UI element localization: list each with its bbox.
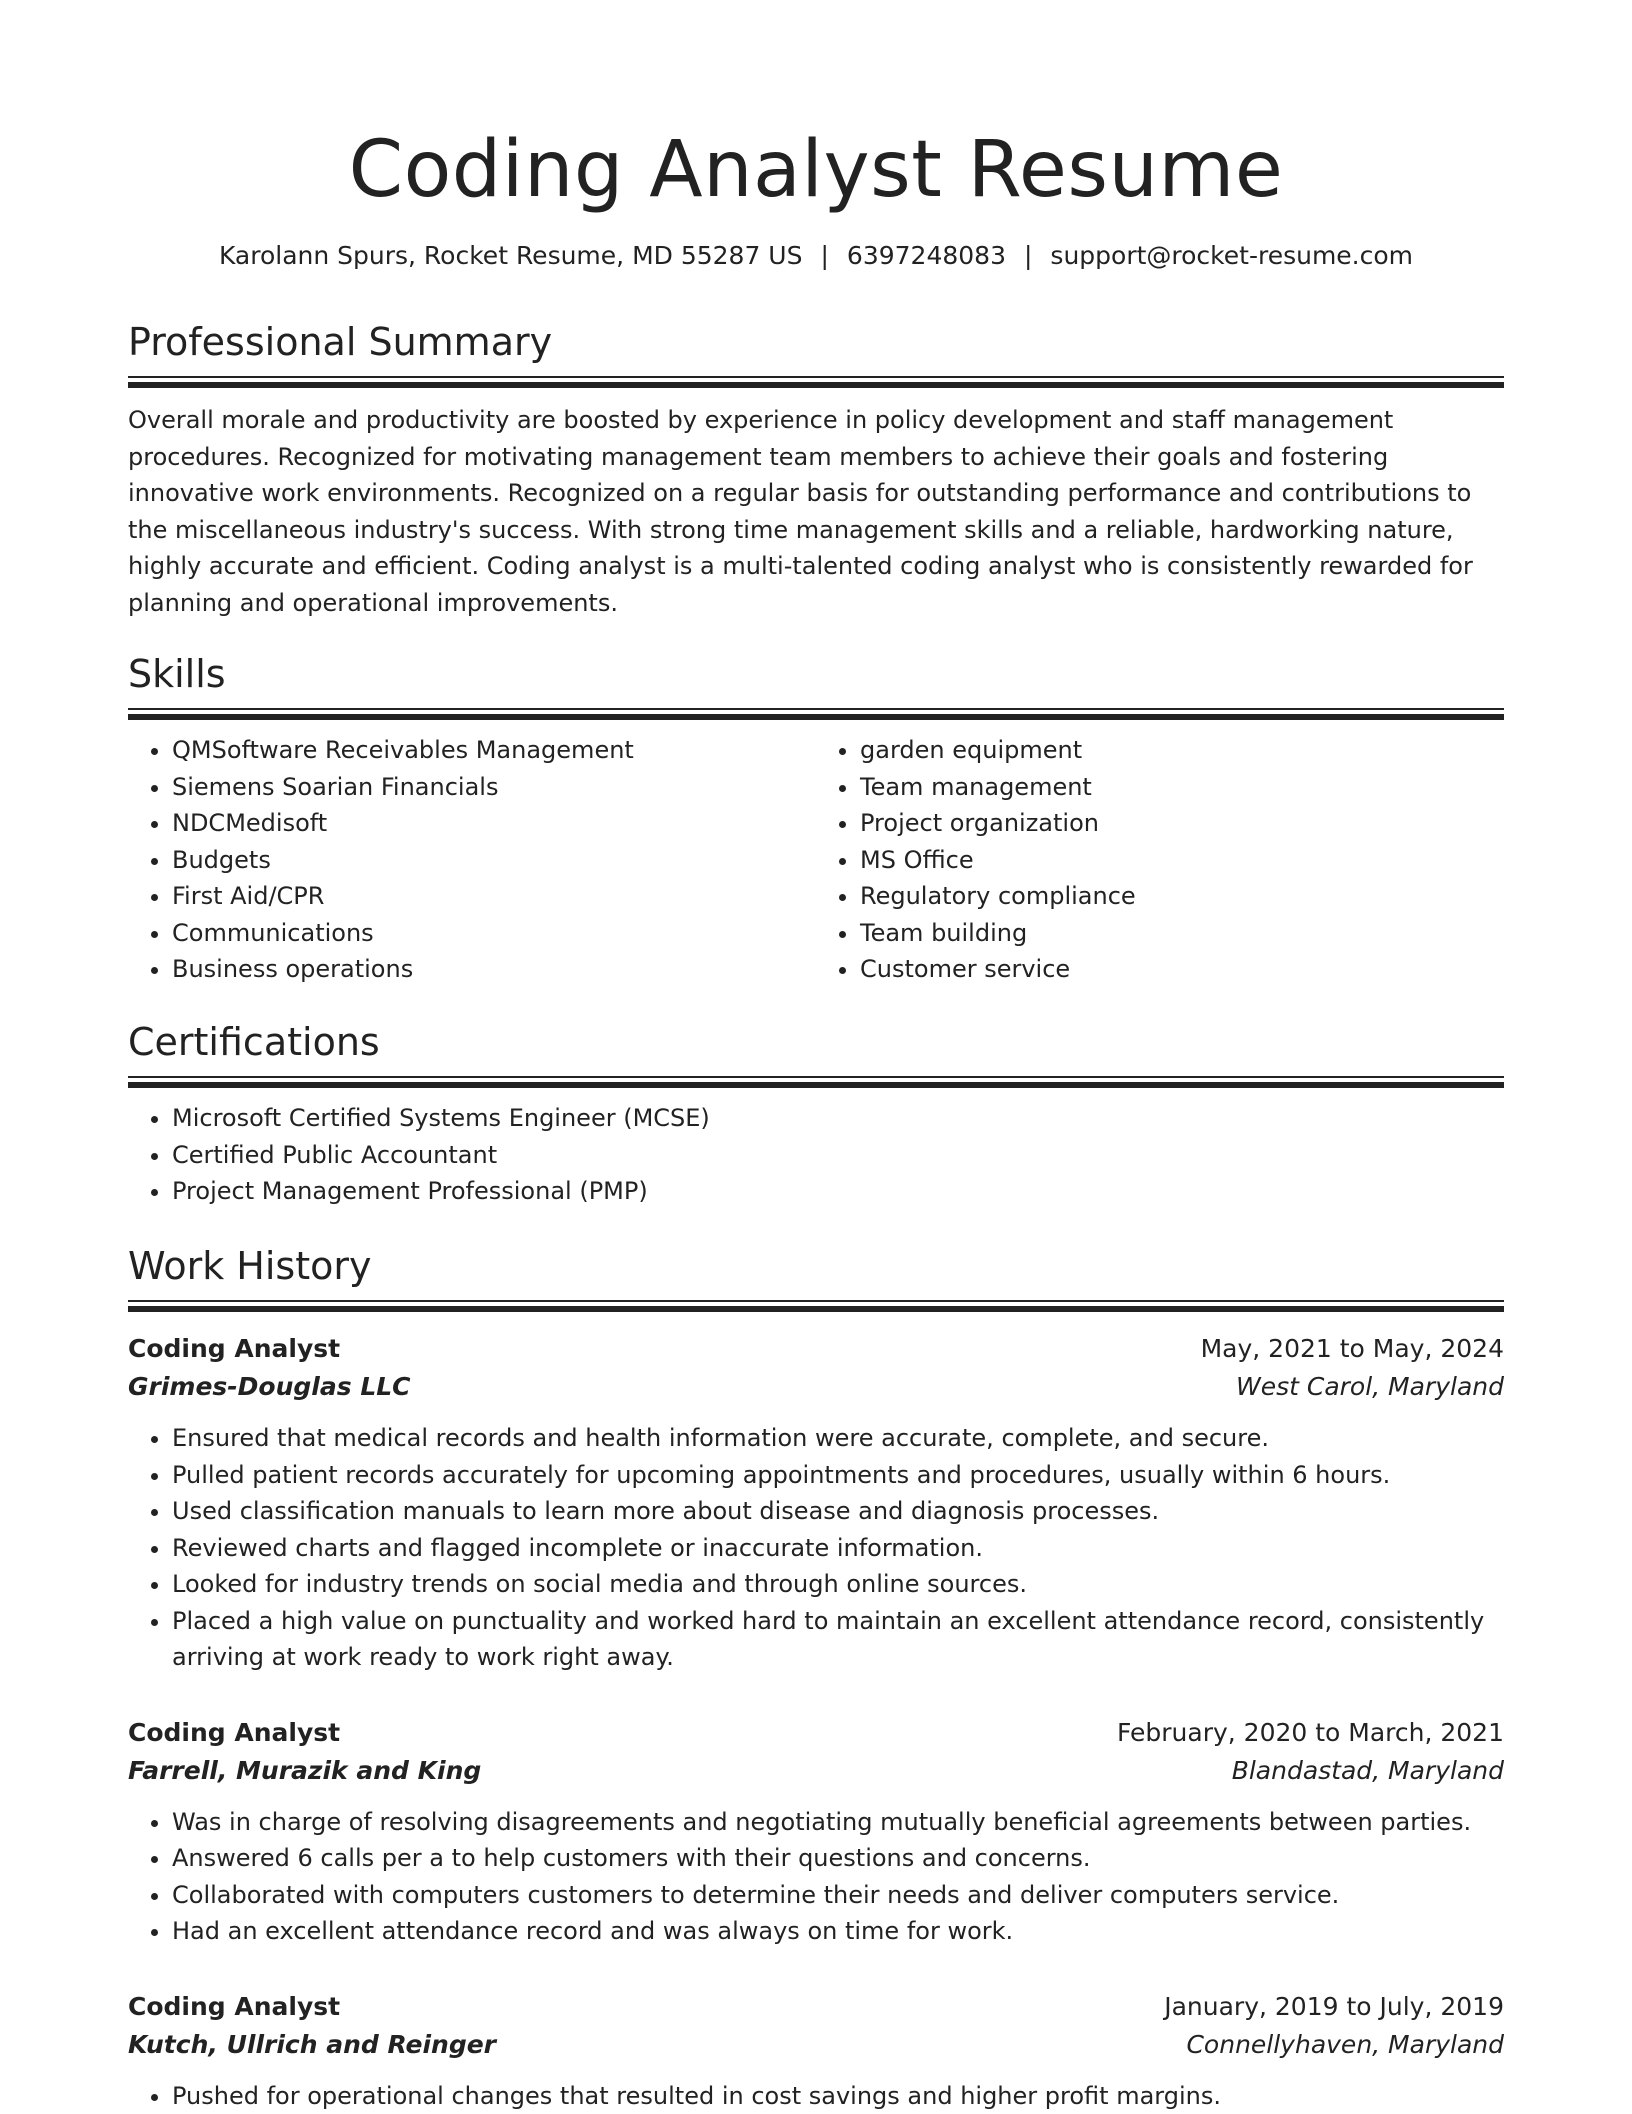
skill-item: • Budgets <box>172 842 816 879</box>
skills-list-left <box>128 732 816 988</box>
job-entry <box>128 1330 1504 1676</box>
job-bullet: • Placed a high value on punctuality and worked hard to maintain an excellent attendance record, consistently arriving at work ready to work right away. <box>172 1603 1504 1676</box>
section-divider <box>128 708 1504 720</box>
skill-item: • NDCMedisoft <box>172 805 816 842</box>
skill-item: • MS Office <box>860 842 1504 879</box>
skill-item: • Business operations <box>172 951 816 988</box>
job-bullet: • Collaborated with computers customers to determine their needs and deliver computers service. <box>172 1877 1504 1914</box>
skill-item: • garden equipment <box>860 732 1504 769</box>
contact-separator: | <box>820 238 828 274</box>
certifications-heading: Certifications <box>128 1016 1504 1068</box>
job-header <box>128 1714 1504 1752</box>
skills-heading: Skills <box>128 648 1504 700</box>
job-bullet: • Used classification manuals to learn more about disease and diagnosis processes. <box>172 1493 1504 1530</box>
job-bullet: • Looked for industry trends on social media and through online sources. <box>172 1566 1504 1603</box>
job-company: Kutch, Ullrich and Reinger <box>128 2026 496 2064</box>
job-title: Coding Analyst <box>128 1988 340 2026</box>
job-company: Farrell, Murazik and King <box>128 1752 481 1790</box>
skills-section <box>128 648 1504 988</box>
skill-item: • QMSoftware Receivables Management <box>172 732 816 769</box>
contact-address: Karolann Spurs, Rocket Resume, MD 55287 US <box>219 241 803 270</box>
skill-item: • Customer service <box>860 951 1504 988</box>
job-dates: May, 2021 to May, 2024 <box>1201 1330 1504 1368</box>
certifications-list <box>128 1100 1504 1210</box>
job-location: Blandastad, Maryland <box>1232 1752 1504 1790</box>
job-entry <box>128 1714 1504 1950</box>
job-bullet: • Pushed for operational changes that resulted in cost savings and higher profit margins. <box>172 2078 1504 2114</box>
summary-text: Overall morale and productivity are boosted by experience in policy development and staff management procedures. Recognized for motivating management team members to achieve their goals and fostering innovative work environments. Recognized on a regular basis for outstanding performance and contributions to the miscellaneous industry's success. With strong time management skills and a reliable, hardworking nature, highly accurate and efficient. Coding analyst is a multi-talented coding analyst who is consistently rewarded for planning and operational improvements. <box>128 402 1504 621</box>
contact-separator: | <box>1024 238 1032 274</box>
contact-email: support@rocket-resume.com <box>1050 241 1413 270</box>
job-bullet: • Ensured that medical records and health information were accurate, complete, and secure. <box>172 1420 1504 1457</box>
job-subheader <box>128 2026 1504 2064</box>
contact-line <box>128 238 1504 274</box>
job-location: West Carol, Maryland <box>1236 1368 1504 1406</box>
job-bullets <box>128 1420 1504 1676</box>
job-company: Grimes-Douglas LLC <box>128 1368 411 1406</box>
skills-columns <box>128 732 1504 988</box>
job-bullets <box>128 2078 1504 2114</box>
skill-item: • Team management <box>860 769 1504 806</box>
job-title: Coding Analyst <box>128 1330 340 1368</box>
job-entry <box>128 1988 1504 2114</box>
job-bullet: • Was in charge of resolving disagreements and negotiating mutually beneficial agreements between parties. <box>172 1804 1504 1841</box>
skill-item: • Regulatory compliance <box>860 878 1504 915</box>
skill-item: • Project organization <box>860 805 1504 842</box>
job-dates: January, 2019 to July, 2019 <box>1164 1988 1504 2026</box>
section-divider <box>128 1300 1504 1312</box>
job-header <box>128 1330 1504 1368</box>
job-subheader <box>128 1752 1504 1790</box>
summary-heading: Professional Summary <box>128 316 1504 368</box>
skill-item: • First Aid/CPR <box>172 878 816 915</box>
contact-phone: 6397248083 <box>847 241 1006 270</box>
certifications-section <box>128 1016 1504 1210</box>
job-bullet: • Had an excellent attendance record and was always on time for work. <box>172 1913 1504 1950</box>
resume-title: Coding Analyst Resume <box>128 122 1504 218</box>
certification-item: • Certified Public Accountant <box>172 1137 1504 1174</box>
skills-list-right <box>816 732 1504 988</box>
section-divider <box>128 1076 1504 1088</box>
skill-item: • Siemens Soarian Financials <box>172 769 816 806</box>
work-history-heading: Work History <box>128 1240 1504 1292</box>
skill-item: • Team building <box>860 915 1504 952</box>
job-bullet: • Reviewed charts and flagged incomplete or inaccurate information. <box>172 1530 1504 1567</box>
job-bullets <box>128 1804 1504 1950</box>
job-location: Connellyhaven, Maryland <box>1186 2026 1504 2064</box>
job-subheader <box>128 1368 1504 1406</box>
job-bullet: • Pulled patient records accurately for upcoming appointments and procedures, usually within 6 hours. <box>172 1457 1504 1494</box>
job-title: Coding Analyst <box>128 1714 340 1752</box>
job-bullet: • Answered 6 calls per a to help customers with their questions and concerns. <box>172 1840 1504 1877</box>
summary-section <box>128 316 1504 621</box>
job-dates: February, 2020 to March, 2021 <box>1117 1714 1504 1752</box>
job-header <box>128 1988 1504 2026</box>
work-history-section <box>128 1240 1504 2114</box>
certification-item: • Microsoft Certified Systems Engineer (MCSE) <box>172 1100 1504 1137</box>
skill-item: • Communications <box>172 915 816 952</box>
section-divider <box>128 376 1504 388</box>
certification-item: • Project Management Professional (PMP) <box>172 1173 1504 1210</box>
